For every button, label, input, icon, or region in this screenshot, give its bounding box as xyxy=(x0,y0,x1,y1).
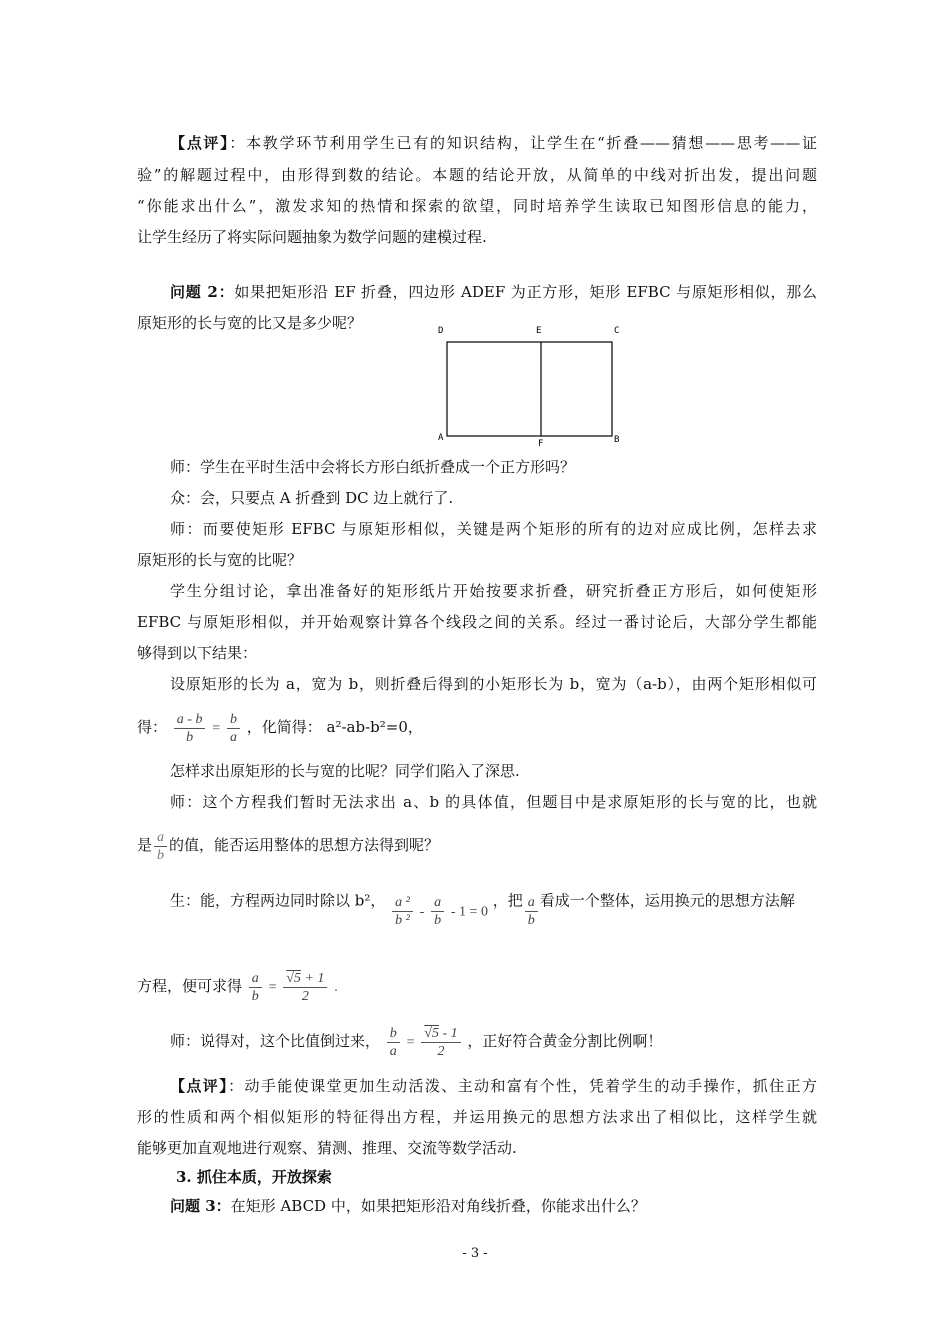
simplified-equation: a²-ab-b²=0， xyxy=(326,718,423,736)
s2-lead: 生：能，方程两边同时除以 b²， xyxy=(170,891,386,910)
question-2-line-1 xyxy=(170,282,817,302)
equals-sign: = xyxy=(212,721,221,736)
fraction-numerator: a xyxy=(525,894,538,912)
fraction-denominator: b ² xyxy=(395,913,410,928)
group-discussion-line-3: 够得到以下结果： xyxy=(137,644,258,662)
page-number: - 3 - xyxy=(462,1246,488,1261)
equation-line-1 xyxy=(137,707,817,747)
s2-end: 看成一个整体，运用换元的思想方法解 xyxy=(539,891,795,910)
equation-tail: - 1 = 0 xyxy=(450,904,488,920)
fraction-numerator: a xyxy=(249,970,262,988)
fraction-denominator: b xyxy=(157,847,165,863)
whole-fraction xyxy=(523,894,540,929)
comment-tag: 【点评】 xyxy=(170,134,230,152)
teacher-line-3b xyxy=(137,825,817,865)
teacher-line-2a: 师：而要使矩形 EFBC 与原矩形相似，关键是两个矩形的所有的边对应成比例，怎样去求 xyxy=(170,520,817,538)
solution-line xyxy=(137,966,817,1006)
fraction-denominator: b xyxy=(527,913,535,928)
simplify-text: ，化简得： xyxy=(246,718,322,736)
comment-paragraph-2-line-3: 能够更加直观地进行观察、猜测、推理、交流等数学活动. xyxy=(137,1139,517,1157)
fraction-denominator: b xyxy=(251,988,259,1004)
fraction-denominator: 2 xyxy=(437,1043,445,1059)
fraction-golden-ratio xyxy=(283,970,327,1005)
fraction-numerator: a xyxy=(431,894,444,912)
fraction-b-over-a xyxy=(227,711,240,746)
fraction-inverse-golden-ratio xyxy=(421,1025,460,1060)
fraction-a-minus-b-over-b xyxy=(174,711,206,746)
comment-paragraph-1-line-2: 验”的解题过程中，由形得到数的结论。本题的结论开放，从简单的中线对折出发，提出问题 xyxy=(137,166,817,184)
fraction-a-over-b xyxy=(431,894,444,929)
point-label-c: C xyxy=(614,326,620,336)
fraction-numerator xyxy=(421,1025,460,1043)
teacher-line-4 xyxy=(170,1021,817,1061)
period: . xyxy=(334,980,338,995)
t3b-rest: 的值，能否运用整体的思想方法得到呢？ xyxy=(169,836,440,854)
minus-one: - 1 xyxy=(438,1025,458,1041)
rectangle-diagram xyxy=(432,322,632,450)
point-label-f: F xyxy=(538,439,544,449)
point-label-d: D xyxy=(438,326,444,336)
student-line-2 xyxy=(170,884,817,928)
section-3-heading: 3. 抓住本质，开放探索 xyxy=(176,1168,332,1186)
t4-lead: 师：说得对，这个比值倒过来， xyxy=(170,1032,381,1050)
teacher-line-2b: 原矩形的长与宽的比呢？ xyxy=(137,551,303,569)
s3-lead: 方程，便可求得 xyxy=(137,977,243,995)
fraction-denominator: b xyxy=(186,729,194,745)
group-discussion-line-1: 学生分组讨论，拿出准备好的矩形纸片开始按要求折叠，研究折叠正方形后，如何使矩形 xyxy=(170,582,817,600)
teacher-line-3a: 师：这个方程我们暂时无法求出 a、b 的具体值，但题目中是求原矩形的长与宽的比，也就 xyxy=(170,793,817,811)
point-label-a: A xyxy=(438,433,444,443)
t4-end: ，正好符合黄金分割比例啊！ xyxy=(467,1032,663,1050)
fraction-numerator: b xyxy=(227,711,240,729)
comment-paragraph-1-line-4: 让学生经历了将实际问题抽象为数学问题的建模过程. xyxy=(137,228,487,246)
fraction-denominator: b xyxy=(434,913,442,928)
t3b-lead: 是 xyxy=(137,836,153,854)
rectangle-fold-figure xyxy=(432,322,632,450)
plus-one: + 1 xyxy=(300,970,325,986)
point-label-b: B xyxy=(614,435,620,445)
question-3-line xyxy=(170,1196,817,1216)
fraction-numerator xyxy=(283,970,327,988)
minus-sign: - xyxy=(419,904,425,920)
s2-mid: ，把 xyxy=(492,891,523,910)
equals-sign: = xyxy=(268,980,277,995)
question-2-line-2: 原矩形的长与宽的比又是多少呢？ xyxy=(137,314,363,332)
group-discussion-line-2: EFBC 与原矩形相似，并开始观察计算各个线段之间的关系。经过一番讨论后，大部分学生都能 xyxy=(137,613,817,631)
how-question-line: 怎样求出原矩形的长与宽的比呢？同学们陷入了深思. xyxy=(170,762,520,780)
comment-paragraph-1-line-1 xyxy=(170,133,817,153)
fraction-numerator: a - b xyxy=(174,711,206,729)
point-label-e: E xyxy=(536,326,542,336)
fraction-denominator: a xyxy=(229,729,237,745)
fraction-numerator: b xyxy=(387,1025,400,1043)
fraction-a2-over-b2 xyxy=(392,894,413,929)
comment-tag: 【点评】 xyxy=(170,1077,229,1095)
fraction-a-over-b xyxy=(525,894,538,929)
rectangle-abcd xyxy=(447,342,612,436)
fraction-numerator: a ² xyxy=(392,894,413,912)
equals-sign: = xyxy=(406,1035,415,1050)
fraction-numerator: a xyxy=(154,829,167,847)
comment-paragraph-2-line-2: 形的性质和两个相似矩形的特征得出方程，并运用换元的思想方法求出了相似比，这样学生就 xyxy=(137,1108,817,1126)
teacher-line-1: 师：学生在平时生活中会将长方形白纸折叠成一个正方形吗？ xyxy=(170,458,576,476)
question-3-label: 问题 3： xyxy=(170,1197,231,1215)
comment-paragraph-2-line-1 xyxy=(170,1076,817,1096)
comment-text: ：动手能使课堂更加生动活泼、主动和富有个性，凭着学生的动手操作，抓住正方 xyxy=(228,1077,817,1095)
fraction-a-over-b xyxy=(154,829,167,864)
sqrt-five: √5 xyxy=(424,1025,439,1041)
equation-divided xyxy=(390,894,488,929)
question-2-label: 问题 2： xyxy=(170,283,235,301)
fraction-denominator: 2 xyxy=(301,988,309,1004)
setup-line: 设原矩形的长为 a，宽为 b，则折叠后得到的小矩形长为 b，宽为（a-b），由两个矩形相似可 xyxy=(170,675,817,693)
equation-lead: 得： xyxy=(137,718,168,736)
fraction-b-over-a xyxy=(387,1025,400,1060)
comment-paragraph-1-line-3: “你能求出什么”，激发求知的热情和探索的欲望，同时培养学生读取已知图形信息的能力， xyxy=(137,197,817,215)
comment-text: ：本教学环节利用学生已有的知识结构，让学生在“折叠——猜想——思考——证 xyxy=(229,134,817,152)
students-line-1: 众：会，只要点 A 折叠到 DC 边上就行了. xyxy=(170,489,454,507)
fraction-denominator: a xyxy=(389,1043,397,1059)
sqrt-five: √5 xyxy=(286,970,301,986)
question-2-text: 如果把矩形沿 EF 折叠，四边形 ADEF 为正方形，矩形 EFBC 与原矩形相似，那么 xyxy=(234,283,817,301)
fraction-a-over-b xyxy=(249,970,262,1005)
question-3-text: 在矩形 ABCD 中，如果把矩形沿对角线折叠，你能求出什么？ xyxy=(230,1197,646,1215)
